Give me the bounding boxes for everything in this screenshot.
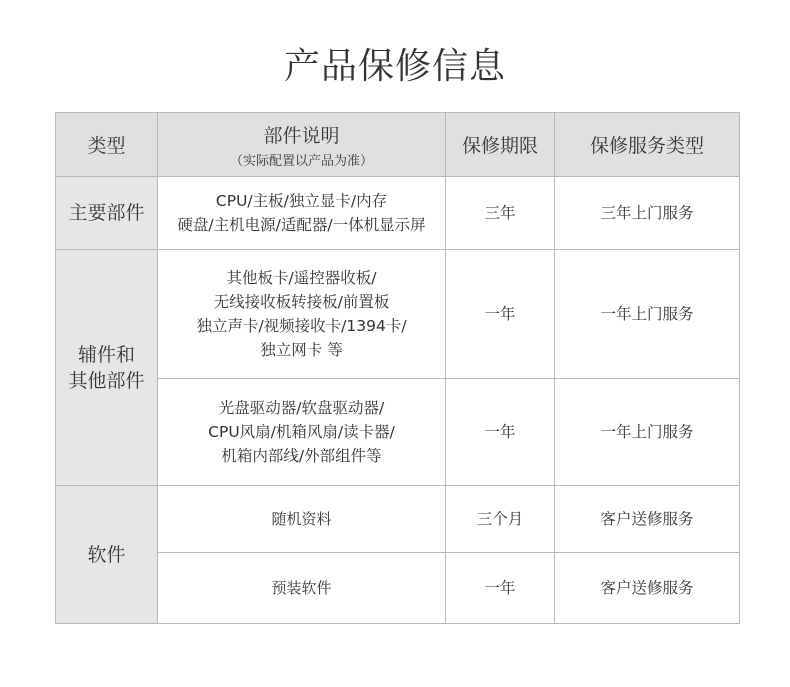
parts-cell xyxy=(158,379,446,486)
category-line: 辅件和 xyxy=(77,343,135,366)
category-cell: 主要部件 xyxy=(56,177,158,250)
service-cell: 三年上门服务 xyxy=(555,177,740,250)
header-service: 保修服务类型 xyxy=(555,113,740,177)
header-parts-note: （实际配置以产品为准） xyxy=(229,153,373,169)
table-row xyxy=(56,486,740,553)
header-parts xyxy=(158,113,446,177)
period-cell: 一年 xyxy=(446,250,555,379)
table-row xyxy=(56,250,740,379)
table-row xyxy=(56,553,740,624)
period-cell: 三个月 xyxy=(446,486,555,553)
page-title: 产品保修信息 xyxy=(283,46,506,87)
header-period: 保修期限 xyxy=(446,113,555,177)
service-cell: 客户送修服务 xyxy=(555,553,740,624)
parts-line: 独立网卡 等 xyxy=(260,341,343,359)
category-cell: 软件 xyxy=(56,486,158,624)
period-cell: 一年 xyxy=(446,553,555,624)
parts-line: CPU/主板/独立显卡/内存 xyxy=(215,192,388,210)
warranty-table xyxy=(55,112,740,624)
header-parts-label: 部件说明 xyxy=(263,124,340,147)
category-cell xyxy=(56,250,158,486)
parts-cell xyxy=(158,177,446,250)
service-cell: 客户送修服务 xyxy=(555,486,740,553)
parts-line: 机箱内部线/外部组件等 xyxy=(221,447,382,465)
header-type: 类型 xyxy=(56,113,158,177)
parts-line: CPU风扇/机箱风扇/读卡器/ xyxy=(208,423,395,441)
table-row xyxy=(56,177,740,250)
period-cell: 三年 xyxy=(446,177,555,250)
parts-line: 光盘驱动器/软盘驱动器/ xyxy=(218,399,385,417)
table-row xyxy=(56,379,740,486)
parts-line: 其他板卡/遥控器收板/ xyxy=(226,269,377,287)
service-cell: 一年上门服务 xyxy=(555,250,740,379)
parts-line: 硬盘/主机电源/适配器/一体机显示屏 xyxy=(177,216,426,234)
period-cell: 一年 xyxy=(446,379,555,486)
parts-cell: 随机资料 xyxy=(158,486,446,553)
parts-line: 独立声卡/视频接收卡/1394卡/ xyxy=(196,317,407,335)
parts-cell: 预装软件 xyxy=(158,553,446,624)
parts-cell xyxy=(158,250,446,379)
parts-line: 无线接收板转接板/前置板 xyxy=(213,293,390,311)
category-line: 其他部件 xyxy=(68,369,145,392)
service-cell: 一年上门服务 xyxy=(555,379,740,486)
table-header-row xyxy=(56,113,740,177)
